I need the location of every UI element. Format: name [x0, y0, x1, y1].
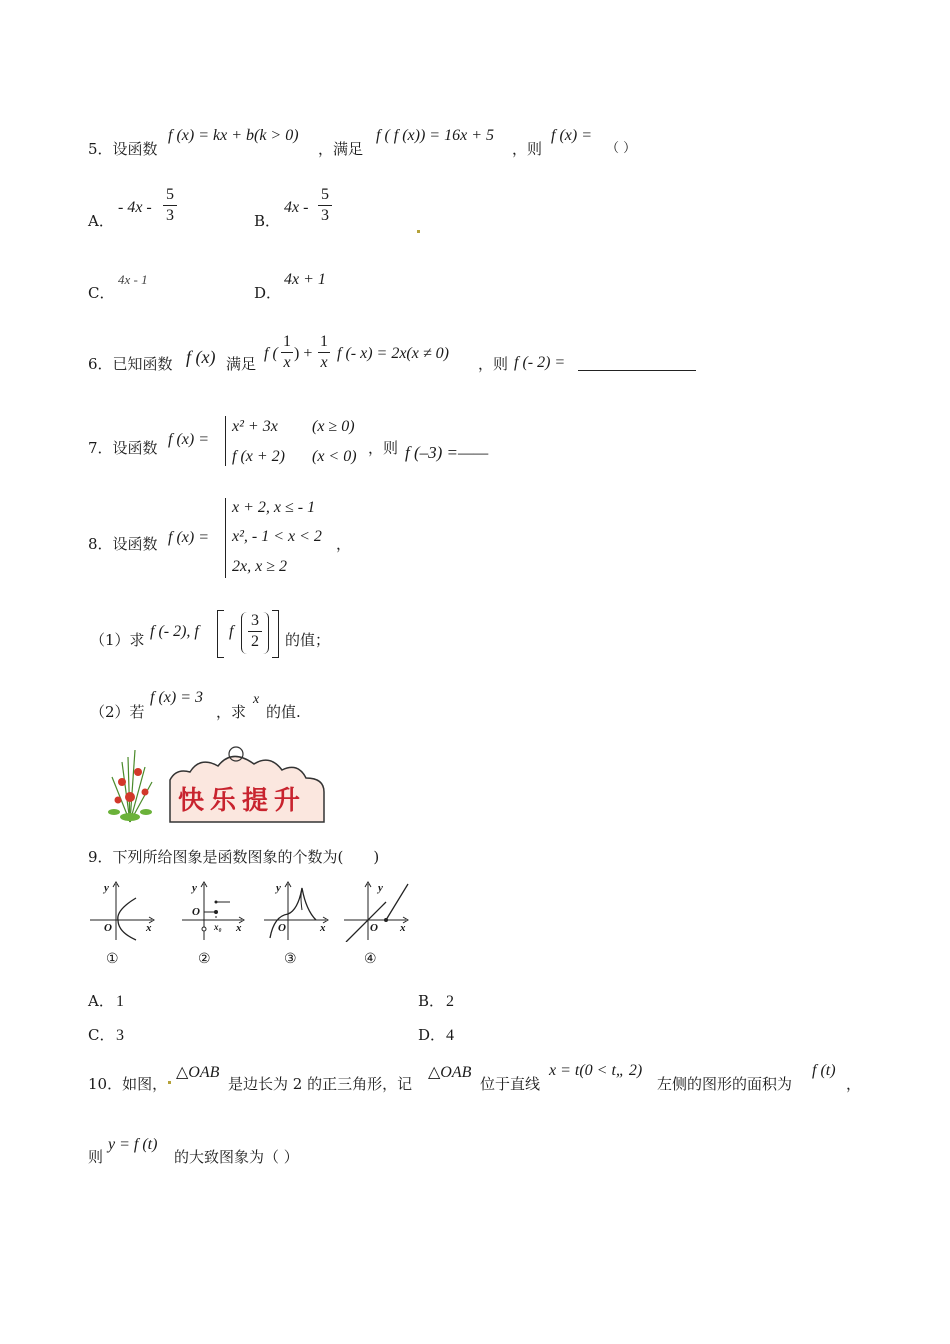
q8-sub1-expr: f (- 2), f: [150, 623, 199, 640]
q8-number: 8．设函数: [88, 535, 158, 553]
q5-definition: f (x) = kx + b(k > 0): [168, 127, 299, 144]
fraction-numerator: 1: [320, 333, 328, 350]
left-bracket: [217, 610, 224, 658]
q6-equation: f (- x) = 2x(x ≠ 0): [337, 345, 449, 362]
fraction-denominator: 3: [166, 207, 174, 224]
graph-2-label: ②: [198, 951, 211, 967]
fraction-numerator: 1: [283, 333, 291, 350]
section-banner: [100, 742, 330, 826]
q8-sub1-inner-f: f: [229, 623, 234, 640]
stray-dot: [417, 230, 420, 233]
q9-option-b-label: B．: [418, 992, 445, 1010]
q5-answer-paren: （ ）: [606, 141, 637, 156]
q10-line: x = t(0 < t„ 2): [549, 1062, 643, 1079]
q7-case-2: f (x + 2): [232, 448, 285, 465]
q7-brace: [225, 416, 226, 466]
q10-ft: f (t): [812, 1062, 836, 1079]
q8-brace: [225, 498, 226, 578]
q5-option-a-expr: - 4x -: [118, 199, 152, 216]
q9-option-d-value: 4: [446, 1027, 454, 1044]
q8-sub2-tail: 的值.: [266, 703, 301, 721]
fraction-numerator: 5: [321, 186, 329, 203]
graph-1-label: ①: [106, 951, 119, 967]
q6-then: ，则: [478, 355, 509, 373]
q9-option-d-label: D．: [418, 1026, 446, 1044]
q6-connector: 满足: [226, 355, 257, 373]
q10-text-2: 位于直线: [480, 1075, 541, 1093]
q5-number: 5．设函数: [88, 140, 158, 158]
q8-function: f (x) =: [168, 529, 209, 546]
q5-option-c-label: C．: [88, 284, 115, 302]
q8-sub2-mid: ，求: [216, 703, 247, 721]
q8-case-2: x², - 1 < x < 2: [232, 528, 322, 545]
q5-ask: f (x) =: [551, 127, 592, 144]
q7-number: 7．设函数: [88, 439, 158, 457]
q6-fraction-1: [281, 334, 293, 371]
right-paren: [262, 612, 269, 654]
axis-y-label: y: [276, 882, 281, 894]
graph-1: [88, 880, 158, 970]
q7-function: f (x) =: [168, 431, 209, 448]
x0-label: x₀: [214, 922, 222, 932]
q5-option-b-expr: 4x -: [284, 199, 309, 216]
q10-number: 10．如图，: [88, 1075, 168, 1093]
flower-vase-icon: [100, 742, 160, 826]
axis-x-label: x: [400, 922, 406, 934]
q5-then: ，则: [512, 140, 543, 158]
fraction-denominator: x: [320, 354, 328, 371]
q7-then: ，则: [368, 439, 399, 457]
graph-4: [340, 880, 414, 970]
graph-4-label: ④: [364, 951, 377, 967]
q5-option-a-label: A．: [88, 212, 114, 230]
left-paren: [241, 612, 248, 654]
q9-stem: 9．下列所给图象是函数图象的个数为( ): [88, 848, 380, 866]
q5-option-b-fraction: [318, 187, 332, 224]
q7-ask: f (–3) =——: [405, 443, 489, 462]
q8-case-1: x + 2, x ≤ - 1: [232, 499, 316, 516]
q8-sub1-tail: 的值；: [285, 631, 331, 649]
q10-triangle-2: △OAB: [428, 1064, 472, 1081]
fraction-numerator: 3: [251, 612, 259, 629]
origin-label: O: [278, 922, 286, 934]
q7-cond-2: (x < 0): [312, 448, 357, 465]
origin-label: O: [104, 922, 112, 934]
q7-cond-1: (x ≥ 0): [312, 418, 355, 435]
q10-text-1: 是边长为 2 的正三角形，记: [228, 1075, 413, 1093]
q10-comma: ，: [846, 1075, 862, 1093]
graph-2: [180, 880, 250, 970]
q6-function: f (x): [186, 347, 216, 367]
fraction-denominator: x: [283, 354, 291, 371]
axis-x-label: x: [236, 922, 242, 934]
q8-case-3: 2x, x ≥ 2: [232, 558, 287, 575]
q6-answer-blank: [578, 370, 696, 371]
graph-3: [262, 880, 332, 970]
q5-option-b-label: B．: [254, 212, 281, 230]
q5-option-d-label: D．: [254, 284, 282, 302]
axis-x-label: x: [146, 922, 152, 934]
origin-label: O: [192, 906, 200, 918]
banner-title: 快乐提升: [178, 786, 307, 816]
q7-case-1: x² + 3x: [232, 418, 278, 435]
q10-line2-start: 则: [88, 1148, 104, 1166]
q5-option-a-fraction: [163, 187, 177, 224]
right-bracket: [272, 610, 279, 658]
q8-sub2-label: （2）若: [90, 703, 145, 721]
fraction-denominator: 3: [321, 207, 329, 224]
fraction-numerator: 5: [166, 186, 174, 203]
stray-dot: [168, 1081, 171, 1084]
origin-label: O: [370, 922, 378, 934]
q8-sub2-var: x: [253, 692, 260, 707]
axis-y-label: y: [378, 882, 383, 894]
q10-y-eq-ft: y = f (t): [108, 1136, 158, 1153]
q9-option-b-value: 2: [446, 993, 454, 1010]
q5-option-c-expr: 4x - 1: [118, 272, 148, 287]
q10-text-3: 左侧的图形的面积为: [657, 1075, 793, 1093]
q8-sub2-expr: f (x) = 3: [150, 689, 203, 706]
q10-triangle-1: △OAB: [176, 1064, 220, 1081]
q5-condition: f ( f (x)) = 16x + 5: [376, 127, 494, 144]
q6-fraction-2: [318, 334, 330, 371]
axis-y-label: y: [192, 882, 197, 894]
q5-connector: ，满足: [318, 140, 364, 158]
q8-comma: ，: [336, 535, 352, 553]
q9-option-c-label: C．: [88, 1026, 115, 1044]
axis-y-label: y: [104, 882, 109, 894]
q9-option-a-value: 1: [116, 993, 124, 1010]
q9-option-c-value: 3: [116, 1027, 124, 1044]
q8-sub1-fraction: [248, 613, 262, 650]
q6-plus: ) +: [294, 345, 313, 362]
q9-option-a-label: A．: [88, 992, 114, 1010]
q5-option-d-expr: 4x + 1: [284, 271, 326, 288]
q10-line2-end: 的大致图象为（ ）: [174, 1148, 299, 1166]
q8-sub1-label: （1）求: [90, 631, 145, 649]
q6-ask: f (- 2) =: [514, 354, 566, 371]
fraction-denominator: 2: [251, 633, 259, 650]
q6-number: 6．已知函数: [88, 355, 173, 373]
axis-x-label: x: [320, 922, 326, 934]
graph-3-label: ③: [284, 951, 297, 967]
q6-f-open: f (: [264, 345, 278, 362]
